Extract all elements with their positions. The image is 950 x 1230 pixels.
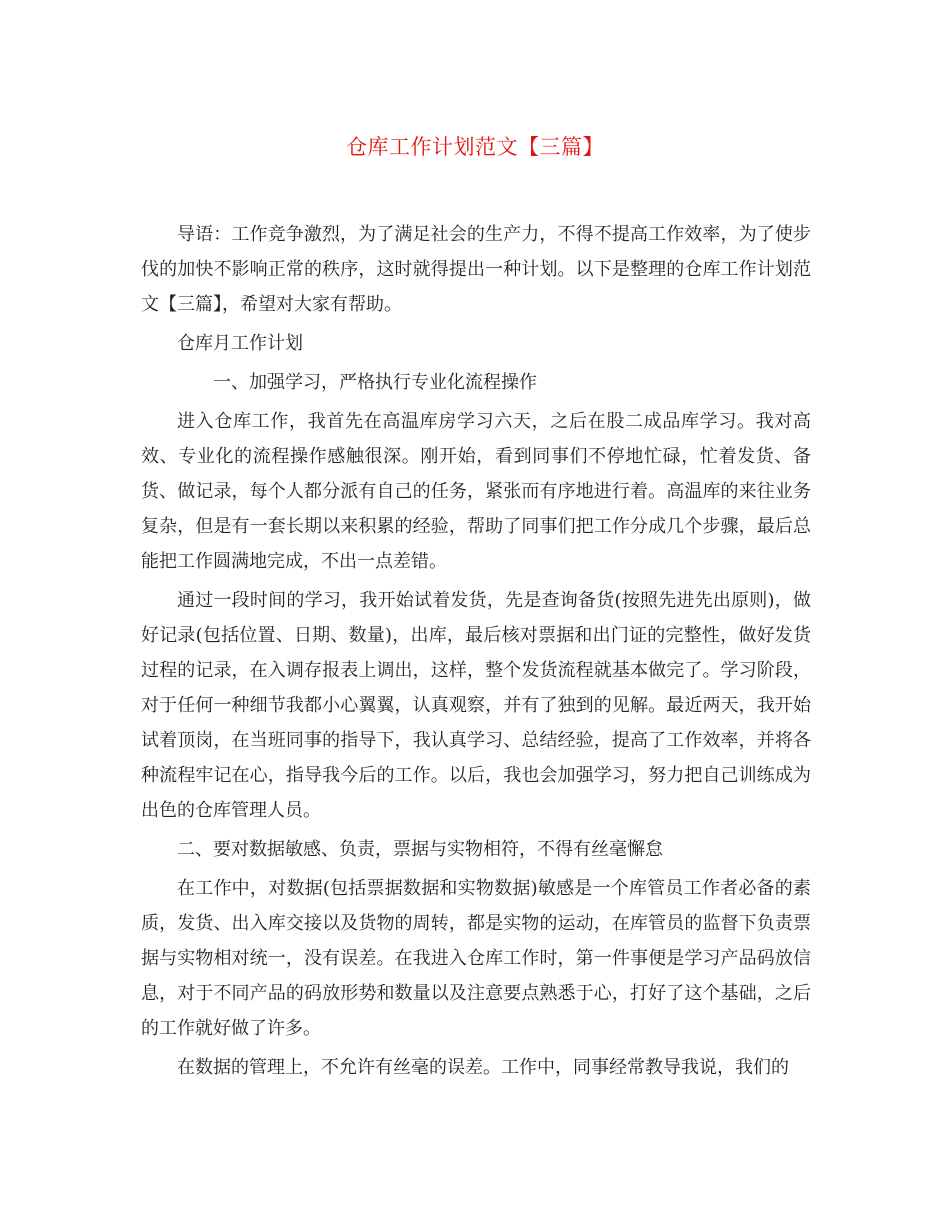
section-heading: 仓库月工作计划 xyxy=(177,333,303,354)
intro-paragraph: 导语：工作竞争激烈，为了满足社会的生产力，不得不提高工作效率，为了使步伐的加快不影响正常的秩序，这时就得提出一种计划。以下是整理的仓库工作计划范文【三篇】，希望对大家有帮助。 xyxy=(141,224,811,315)
document-title: 仓库工作计划范文【三篇】 xyxy=(346,135,604,159)
body-paragraph: 在工作中，对数据(包括票据数据和实物数据)敏感是一个库管员工作者必备的素质，发货、出入库交接以及货物的周转，都是实物的运动，在库管员的监督下负责票据与实物相对统一，没有误差。在我进入仓库工作时，第一件事便是学习产品码放信息，对于不同产品的码放形势和数量以及注意要点熟悉于心，打好了这个基础，之后的工作就好做了许多。 xyxy=(141,878,811,1039)
body-paragraph: 进入仓库工作，我首先在高温库房学习六天，之后在股二成品库学习。我对高效、专业化的流程操作感触很深。刚开始，看到同事们不停地忙碌，忙着发货、备货、做记录，每个人都分派有自己的任务，紧张而有序地进行着。高温库的来往业务复杂，但是有一套长期以来积累的经验，帮助了同事们把工作分成几个步骤，最后总能把工作圆满地完成，不出一点差错。 xyxy=(141,411,811,572)
body-paragraph: 通过一段时间的学习，我开始试着发货，先是查询备货(按照先进先出原则)，做好记录(包括位置、日期、数量)，出库，最后核对票据和出门证的完整性，做好发货过程的记录，在入调存报表上调出，这样，整个发货流程就基本做完了。学习阶段，对于任何一种细节我都小心翼翼，认真观察，并有了独到的见解。最近两天，我开始试着顶岗，在当班同事的指导下，我认真学习、总结经验，提高了工作效率，并将各种流程牢记在心，指导我今后的工作。以后，我也会加强学习，努力把自己训练成为出色的仓库管理人员。 xyxy=(141,590,811,821)
subsection-heading-1: 一、加强学习，严格执行专业化流程操作 xyxy=(213,372,537,393)
subsection-heading-2: 二、要对数据敏感、负责，票据与实物相符，不得有丝毫懈怠 xyxy=(177,839,663,860)
body-paragraph: 在数据的管理上，不允许有丝毫的误差。工作中，同事经常教导我说，我们的 xyxy=(177,1057,789,1078)
document-body xyxy=(141,217,811,1089)
